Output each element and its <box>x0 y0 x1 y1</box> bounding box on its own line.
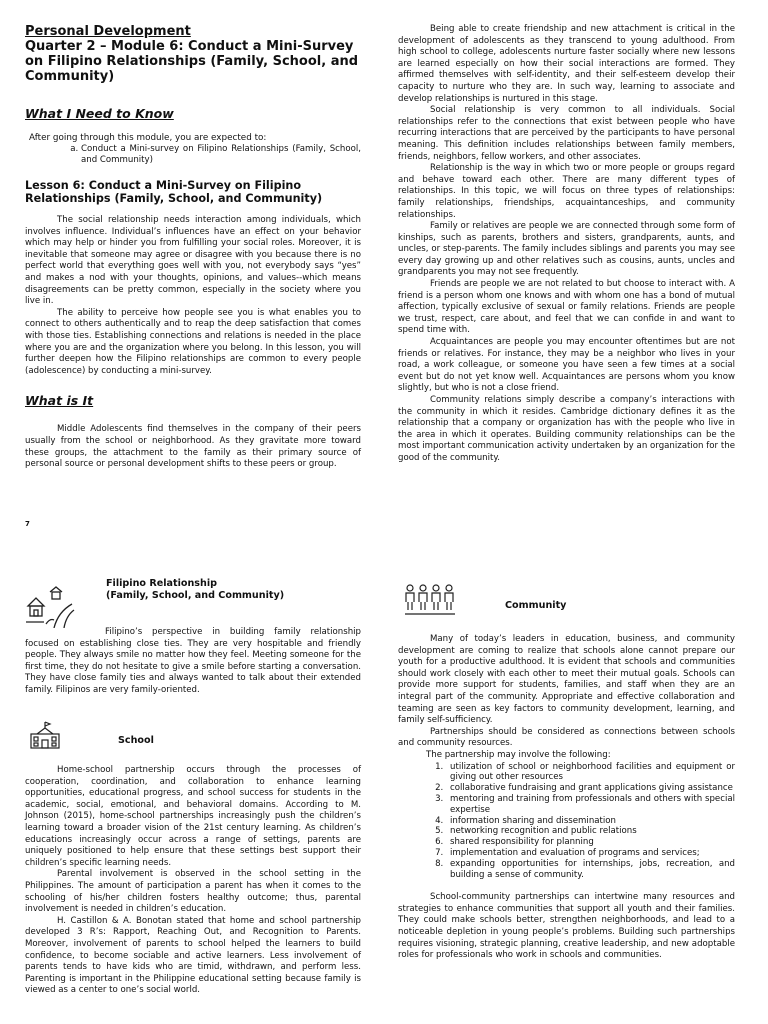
lesson-paragraph: The ability to perceive how people see you is what enables you to connect to others authentically and to reap the deep satisfaction that comes with those ties. Establishing connections and relations is needed in the place where you are and the organization where you belong. In this lesson, you will further deepen how the Filipino relationships are common to every people (adolescence) by conducting a mini-survey. <box>25 307 361 376</box>
what-is-it-paragraph: Middle Adolescents find themselves in the company of their peers usually from the school or neighborhood. As they gravitate more toward these groups, the attachment to the family as their primary source of personal source or personal development shifts to these peers or group. <box>25 424 361 470</box>
community-heading: Community <box>505 600 567 611</box>
partnership-list <box>398 762 735 881</box>
right-column-top <box>398 24 735 465</box>
module-title: Quarter 2 – Module 6: Conduct a Mini-Survey on Filipino Relationships (Family, School, and Community) <box>25 39 359 84</box>
relationship-paragraph: Being able to create friendship and new attachment is critical in the development of adolescents as they transcend to young adulthood. From high school to college, adolescents nurture faster socially where new lessons are learned especially on how their social interactions are formed. They affirmed themselves with self-identity, and their self-esteem develop their capacity to nurture who they are. In such way, learning to associate and develop relationships is nurtured in this stage. <box>398 24 735 104</box>
partnership-item: 3. mentoring and training from professionals and others with special expertise <box>446 794 735 816</box>
what-is-it-heading: What is It <box>25 393 94 409</box>
objective-item: a. Conduct a Mini-survey on Filipino Relationships (Family, School, and Community) <box>81 144 361 166</box>
family-houses-icon <box>24 584 76 628</box>
relationship-paragraph: Friends are people we are not related to but choose to interact with. A friend is a person whom one knows and with whom one has a bond of mutual affection, typically exclusive of sexual or family relations. Friends are people we trust, respect, care about, and feel that we can confide in and want to spend time with. <box>398 279 735 336</box>
school-building-icon <box>29 720 61 750</box>
community-paragraph: Partnerships should be considered as connections between schools and community resources. <box>398 726 735 749</box>
community-closing-paragraph: School-community partnerships can intertwine many resources and strategies to enhance communities that support all youth and their families. They could make schools better, strengthen neighborhoods, and lead to a noticeable depletion in young people’s problems. Building such partnerships requires visioning, strategic planning, creative leadership, and new adoptable roles for professionals who work in schools and communities. <box>398 892 735 961</box>
left-column-top <box>25 24 361 471</box>
school-heading: School <box>118 735 154 746</box>
partnership-item: 7. implementation and evaluation of programs and services; <box>446 848 735 859</box>
partnership-list-intro: The partnership may involve the following: <box>426 749 611 760</box>
page-bottom <box>0 572 768 1024</box>
course-title: Personal Development <box>25 24 191 39</box>
family-heading <box>106 578 346 602</box>
community-section <box>398 634 735 962</box>
what-i-need-to-know-heading: What I Need to Know <box>25 106 174 121</box>
school-paragraph: Parental involvement is observed in the school setting in the Philippines. The amount of participation a parent has when it comes to the schooling of his/her children fosters healthy outcome; thus, parental involvement is needed in children’s education. <box>25 869 361 915</box>
objectives-list <box>25 144 361 166</box>
relationship-paragraph: Relationship is the way in which two or more people or groups regard and behave toward each other. There are many different types of relationships. In this topic, we will focus on three types of relationships: family relationships, friendships, acquaintanceships, and community relationships. <box>398 163 735 220</box>
school-paragraph: H. Castillon & A. Bonotan stated that home and school partnership developed 3 R’s: Rapport, Reaching Out, and Recognition to Parents. Moreover, involvement of parents to school helped the learners to build confidence, to become sociable and active learners. Less involvement of parents tends to have kids who are timid, withdrawn, and perform less. Parenting is important in the Philippine educational setting because family is viewed as a center to one’s social world. <box>25 915 361 996</box>
partnership-item: 5. networking recognition and public relations <box>446 826 735 837</box>
page-number: 7 <box>25 520 30 528</box>
lesson-paragraph: The social relationship needs interaction among individuals, which involves influence. Individual’s influences have an effect on your behavior which may help or hinder you from fulfilling your social roles. Moreover, it is inevitable that someone may agree or disagree with you because there is no perfect world that everything goes well with you, not everybody says “yes” and makes a nod with your thoughts, opinions, and values--which means disagreements can be pretty common, especially in the society where you live in. <box>25 215 361 307</box>
relationship-paragraph: Acquaintances are people you may encounter oftentimes but are not friends or relatives. For instance, they may be a neighbor who lives in your road, a work colleague, or someone you have seen a few times at a social event but do not yet know well. Acquaintances are persons whom you know slightly, but who is not a close friend. <box>398 337 735 394</box>
partnership-item: 4. information sharing and dissemination <box>446 816 735 827</box>
school-section <box>25 765 361 997</box>
family-heading-line1: Filipino Relationship <box>106 578 217 589</box>
lesson-title: Lesson 6: Conduct a Mini-Survey on Filipino Relationships (Family, School, and Community) <box>25 179 323 205</box>
school-paragraph: Home-school partnership occurs through the processes of cooperation, coordination, and collaboration to enhance learning opportunities, educational progress, and school success for students in the academic, social, emotional, and behavioral domains. According to M. Johnson (2015), home-school partnerships increasingly push the children’s learning toward a broader vision of the 21st century learning. As children’s educations increasingly occur across a range of settings, parents are uniquely positioned to help ensure that these settings best support their children’s specific learning needs. <box>25 765 361 868</box>
community-people-icon <box>404 582 456 618</box>
partnership-item: 1. utilization of school or neighborhood facilities and equipment or giving out other resources <box>446 762 735 784</box>
partnership-item: 6. shared responsibility for planning <box>446 837 735 848</box>
relationship-paragraph: Social relationship is very common to all individuals. Social relationships refer to the connections that exist between people who have recurring interactions that are perceived by the participants to have personal meaning. This definition includes relationships between family members, friends, neighbors, fellow workers, and other associates. <box>398 105 735 162</box>
family-heading-line2: (Family, School, and Community) <box>106 590 285 601</box>
relationship-paragraph: Family or relatives are people we are connected through some form of kinships, such as parents, brothers and sisters, grandparents, aunts, and uncles, or step-parents. The family includes siblings and parents you may see every day growing up and other relatives such as cousins, aunts, uncles and grandparents you may not see frequently. <box>398 221 735 278</box>
relationship-paragraph: Community relations simply describe a company’s interactions with the community in which it resides. Cambridge dictionary defines it as the relationship that a company or organization has with the people who live in the area in which it operates. Building community relationships can be the most important communication activity undertaken by an organization for the good of the community. <box>398 395 735 463</box>
left-column-bottom <box>25 627 361 697</box>
community-paragraph: Many of today’s leaders in education, business, and community development are coming to realize that schools alone cannot prepare our youth for a productive adulthood. It is evident that schools and communities should work closely with each other to meet their mutual goals. Schools can provide more support for students, families, and staff when they are an integral part of the community. Appropriate and effective collaboration and teaming are seen as key factors to community development, learning, and family self-sufficiency. <box>398 634 735 726</box>
partnership-item: 2. collaborative fundraising and grant applications giving assistance <box>446 783 735 794</box>
partnership-item: 8. expanding opportunities for internships, jobs, recreation, and building a sense of community. <box>446 859 735 881</box>
objectives-intro: After going through this module, you are expected to: <box>29 133 267 143</box>
family-paragraph: Filipino’s perspective in building family relationship focused on establishing close ties. They are very hospitable and friendly people. They always smile no matter how they feel. Meeting someone for the first time, they do not hesitate to give a smile before starting a conversation. They have close family ties and always wanted to talk about their extended family. Filipinos are very family-oriented. <box>25 627 361 695</box>
